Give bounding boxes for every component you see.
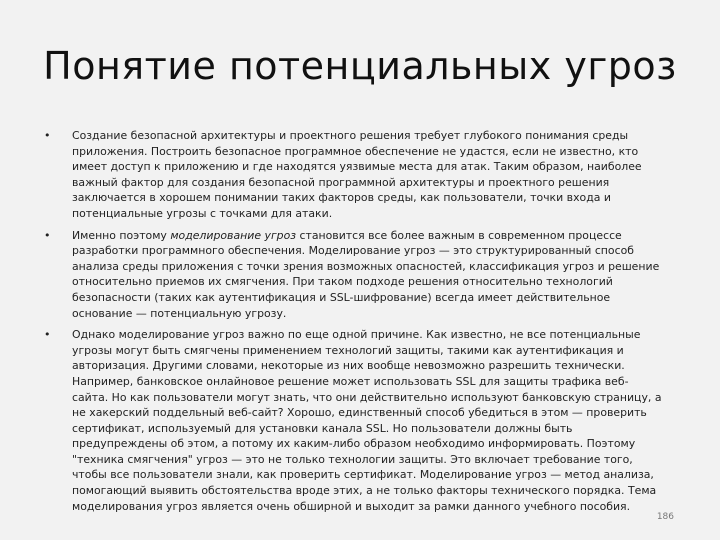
bullet-marker: • [44,328,51,342]
emphasized-term: моделирование угроз [170,228,297,242]
bullet-text: Однако моделирование угроз важно по еще одной причине. Как известно, не все потенциальные угрозы могут быть смягчены применением технологий защиты, такими как аутентификация и авторизация. Другими словами, некоторые из них вообще невозможно разрешить технически. Например, банковское онлайновое решение может использовать SSL для защиты трафика веб-сайта. Но как пользователи могут знать, что они действительно используют банковскую страницу, а не хакерский поддельный веб-сайт? Хорошо, единственный способ убедиться в этом — проверить сертификат, используемый для установки канала SSL. Но пользователи должны быть предупреждены об этом, а потому их каким-либо образом необходимо информировать. Поэтому "техника смягчения" угроз — это не только технологии защиты. Это включает требование того, чтобы все пользователи знали, как проверить сертификат. Моделирование угроз — метод анализа, помогающий выявить обстоятельства вроде этих, а не только факторы технического порядка. Тема моделирования угроз является очень обширной и выходит за рамки данного учебного пособия. [72,328,662,513]
bullet-marker: • [44,129,51,142]
page-number: 186 [656,512,674,522]
slide-title: Понятие потенциальных угроз [43,44,677,88]
bullet-item-3 [44,327,664,514]
bullet-item-2 [44,228,664,322]
bullet-text [72,228,664,322]
bullet-text-rest: становится все более важным в современном процессе разработки программного обеспечения. Моделирование угроз — это структурированный способ анализа среды приложения с точки зрения возможных опасностей, классификация угроз и решение относительно приемов их смягчения. При таком подходе решения относительно технологий безопасности (таких как аутентификация и SSL-шифрование) всегда имеет действительное основание — потенциальную угрозу. [72,228,660,320]
bullet-item-1 [44,128,664,222]
bullet-marker: • [44,228,51,242]
bullet-text: Создание безопасной архитектуры и проектного решения требует глубокого понимания среды приложения. Построить безопасное программное обеспечение не удастся, если не известно, кто имеет доступ к приложению и где находятся уязвимые места для атак. Таким образом, наиболее важный фактор для создания безопасной программной архитектуры и проектного решения заключается в хорошем понимании таких факторов среды, как пользователи, точки входа и потенциальные угрозы с точками для атаки. [72,129,642,220]
bullet-text-lead: Именно поэтому [72,228,171,242]
bullet-list [44,128,664,520]
